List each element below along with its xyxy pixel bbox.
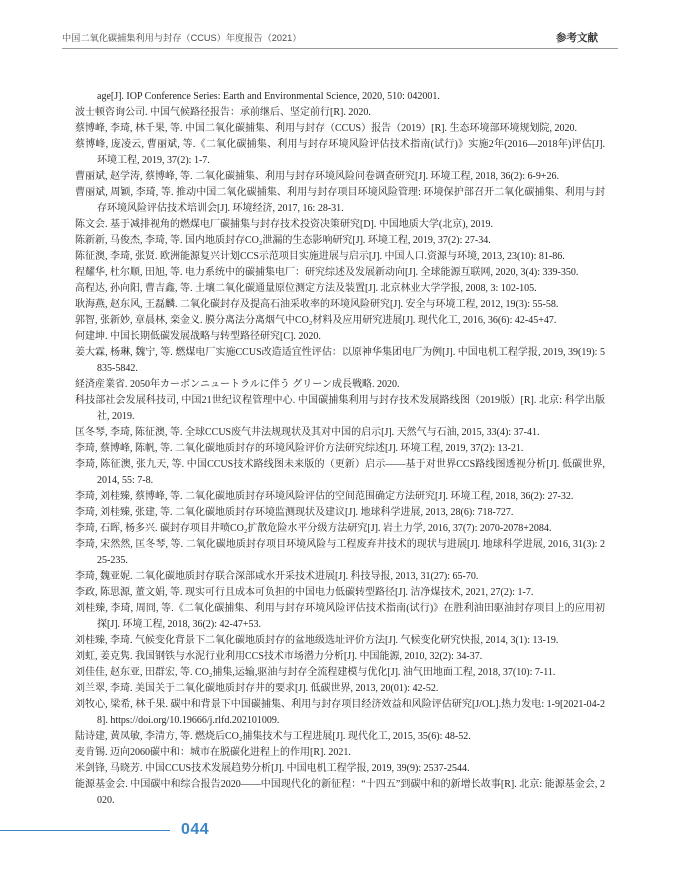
reference-entry: 李琦, 刘桂臻, 张建, 等. 二氧化碳地质封存环境监测现状及建议[J]. 地球科学进展, 2013, 28(6): 718-727. xyxy=(75,507,514,518)
reference-entry: 経済産業省. 2050年カーボンニュートラルに伴う グリーン成長戦略. 2020. xyxy=(75,379,400,390)
reference-entry: 蔡博峰, 庞凌云, 曹丽斌, 等.《二氧化碳捕集、利用与封存环境风险评估技术指南(试行)》实施2年(2016—2018年)评估[J]. 环境工程, 2019, 37(2): 1-7. xyxy=(75,139,605,166)
reference-entry-continued: age[J]. IOP Conference Series: Earth and Environmental Science, 2020, 510: 042001. xyxy=(97,91,440,102)
reference-entry: 李琦, 石晖, 杨多兴. 碳封存项目井喷CO₂扩散危险水平分级方法研究[J]. 岩土力学, 2016, 37(7): 2070-2078+2084. xyxy=(75,523,552,534)
reference-entry: 何建坤. 中国长期低碳发展战略与转型路径研究[C]. 2020. xyxy=(75,331,321,342)
reference-entry: 李琦, 刘桂臻, 蔡博峰, 等. 二氧化碳地质封存环境风险评估的空间范围确定方法研究[J]. 环境工程, 2018, 36(2): 27-32. xyxy=(75,491,574,502)
footer-rule xyxy=(0,830,170,831)
reference-entry: 程耀华, 杜尔顺, 田旭, 等. 电力系统中的碳捕集电厂：研究综述及发展新动向[J]. 全球能源互联网, 2020, 3(4): 339-350. xyxy=(75,267,579,278)
reference-entry: 李政, 陈思源, 董文娟, 等. 现实可行且成本可负担的中国电力低碳转型路径[J]. 洁净煤技术, 2021, 27(2): 1-7. xyxy=(75,587,534,598)
reference-entry: 李琦, 宋然然, 匡冬琴, 等. 二氧化碳地质封存项目环境风险与工程废弃井技术的现状与进展[J]. 地球科学进展, 2016, 31(3): 225-235. xyxy=(75,539,605,566)
reference-entry: 李琦, 陈征澳, 张九天, 等. 中国CCUS技术路线图未来版的（更新）启示——基于对世界CCS路线图透视分析[J]. 低碳世界, 2014, 55: 7-8. xyxy=(75,459,605,486)
reference-entry: 陈征澳, 李琦, 张贤. 欧洲能源复兴计划CCS示范项目实施进展与启示[J]. 中国人口.资源与环境, 2013, 23(10): 81-86. xyxy=(75,251,565,262)
reference-entry: 李琦, 蔡博峰, 陈帆, 等. 二氧化碳地质封存的环境风险评价方法研究综述[J]. 环境工程, 2019, 37(2): 13-21. xyxy=(75,443,524,454)
reference-entry: 陈新新, 马俊杰, 李琦, 等. 国内地质封存CO₂泄漏的生态影响研究[J]. 环境工程, 2019, 37(2): 27-34. xyxy=(75,235,491,246)
reference-entry: 刘佳佳, 赵东亚, 田群宏, 等. CO₂捕集,运输,驱油与封存全流程建模与优化[J]. 油气田地面工程, 2018, 37(10): 7-11. xyxy=(75,667,556,678)
section-title: 参考文献 xyxy=(556,32,598,44)
reference-entry: 姜大霖, 杨琳, 魏宁, 等. 燃煤电厂实施CCUS改造适宜性评估：以原神华集团电厂为例[J]. 中国电机工程学报, 2019, 39(19): 5835-5842. xyxy=(75,347,605,374)
reference-entry: 能源基金会. 中国碳中和综合报告2020——中国现代化的新征程：“十四五”到碳中和的新增长故事[R]. 北京: 能源基金会, 2020. xyxy=(75,779,605,806)
reference-entry: 耿海燕, 赵东风, 王磊麟. 二氧化碳封存及提高石油采收率的环境风险研究[J]. 安全与环境工程, 2012, 19(3): 55-58. xyxy=(75,299,559,310)
reference-entry: 刘牧心, 梁希, 林千果. 碳中和背景下中国碳捕集、利用与封存项目经济效益和风险评估研究[J/OL].热力发电: 1-9[2021-04-28]. https://doi.org/10.19666/j.rlfd.202101009. xyxy=(75,699,605,726)
reference-entry: 匡冬琴, 李琦, 陈征澳, 等. 全球CCUS废气井法规现状及其对中国的启示[J]. 天然气与石油, 2015, 33(4): 37-41. xyxy=(75,427,540,438)
reference-entry: 刘虹, 姜克隽. 我国钢铁与水泥行业利用CCS技术市场潜力分析[J]. 中国能源, 2010, 32(2): 34-37. xyxy=(75,651,483,662)
reference-entry: 郭智, 张新妙, 章晨林, 栾金义. 膜分离法分离烟气中CO₂材料及应用研究进展[J]. 现代化工, 2016, 36(6): 42-45+47. xyxy=(75,315,557,326)
reference-entry: 蔡博峰, 李琦, 林千果, 等. 中国二氧化碳捕集、利用与封存（CCUS）报告（2019）[R]. 生态环境部环境规划院, 2020. xyxy=(75,123,577,134)
reference-entry: 高程达, 孙向阳, 曹吉鑫, 等. 土壤二氧化碳通量原位测定方法及装置[J]. 北京林业大学学报, 2008, 3: 102-105. xyxy=(75,283,537,294)
header-rule xyxy=(62,48,618,49)
reference-entry: 麦肯锡. 迈向2060碳中和：城市在脱碳化进程上的作用[R]. 2021. xyxy=(75,747,351,758)
reference-entry: 米剑锋, 马晓芳. 中国CCUS技术发展趋势分析[J]. 中国电机工程学报, 2019, 39(9): 2537-2544. xyxy=(75,763,470,774)
reference-list xyxy=(75,89,605,809)
reference-entry: 波士顿咨询公司. 中国气候路径报告：承前继后、坚定前行[R]. 2020. xyxy=(75,107,371,118)
reference-entry: 陆诗建, 黄凤敏, 李清方, 等. 燃烧后CO₂捕集技术与工程进展[J]. 现代化工, 2015, 35(6): 48-52. xyxy=(75,731,471,742)
page-number: 044 xyxy=(181,821,210,838)
reference-entry: 陈文会. 基于减排视角的燃煤电厂碳捕集与封存技术投资决策研究[D]. 中国地质大学(北京), 2019. xyxy=(75,219,494,230)
reference-entry: 刘桂臻, 李琦, 周冏, 等.《二氧化碳捕集、利用与封存环境风险评估技术指南(试行)》在胜利油田驱油封存项目上的应用初探[J]. 环境工程, 2018, 36(2): 42-47+53. xyxy=(75,603,605,630)
reference-entry: 曹丽斌, 赵学涛, 蔡博峰, 等. 二氧化碳捕集、利用与封存环境风险问卷调查研究[J]. 环境工程, 2018, 36(2): 6-9+26. xyxy=(75,171,559,182)
reference-entry: 刘兰翠, 李琦. 美国关于二氧化碳地质封存井的要求[J]. 低碳世界, 2013, 20(01): 42-52. xyxy=(75,683,439,694)
reference-entry: 李琦, 魏亚妮. 二氧化碳地质封存联合深部咸水开采技术进展[J]. 科技导报, 2013, 31(27): 65-70. xyxy=(75,571,479,582)
reference-entry: 刘桂臻, 李琦. 气候变化背景下二氧化碳地质封存的盆地级选址评价方法[J]. 气候变化研究快报, 2014, 3(1): 13-19. xyxy=(75,635,559,646)
reference-entry: 科技部社会发展科技司, 中国21世纪议程管理中心. 中国碳捕集利用与封存技术发展路线图（2019版）[R]. 北京: 科学出版社, 2019. xyxy=(75,395,605,422)
reference-entry: 曹丽斌, 周颖, 李琦, 等. 推动中国二氧化碳捕集、利用与封存项目环境风险管理: 环境保护部召开二氧化碳捕集、利用与封存环境风险评估技术培训会[J]. 环境经济, 2017, 16: 28-31. xyxy=(75,187,605,214)
running-header-title: 中国二氧化碳捕集利用与封存（CCUS）年度报告（2021） xyxy=(62,33,302,43)
